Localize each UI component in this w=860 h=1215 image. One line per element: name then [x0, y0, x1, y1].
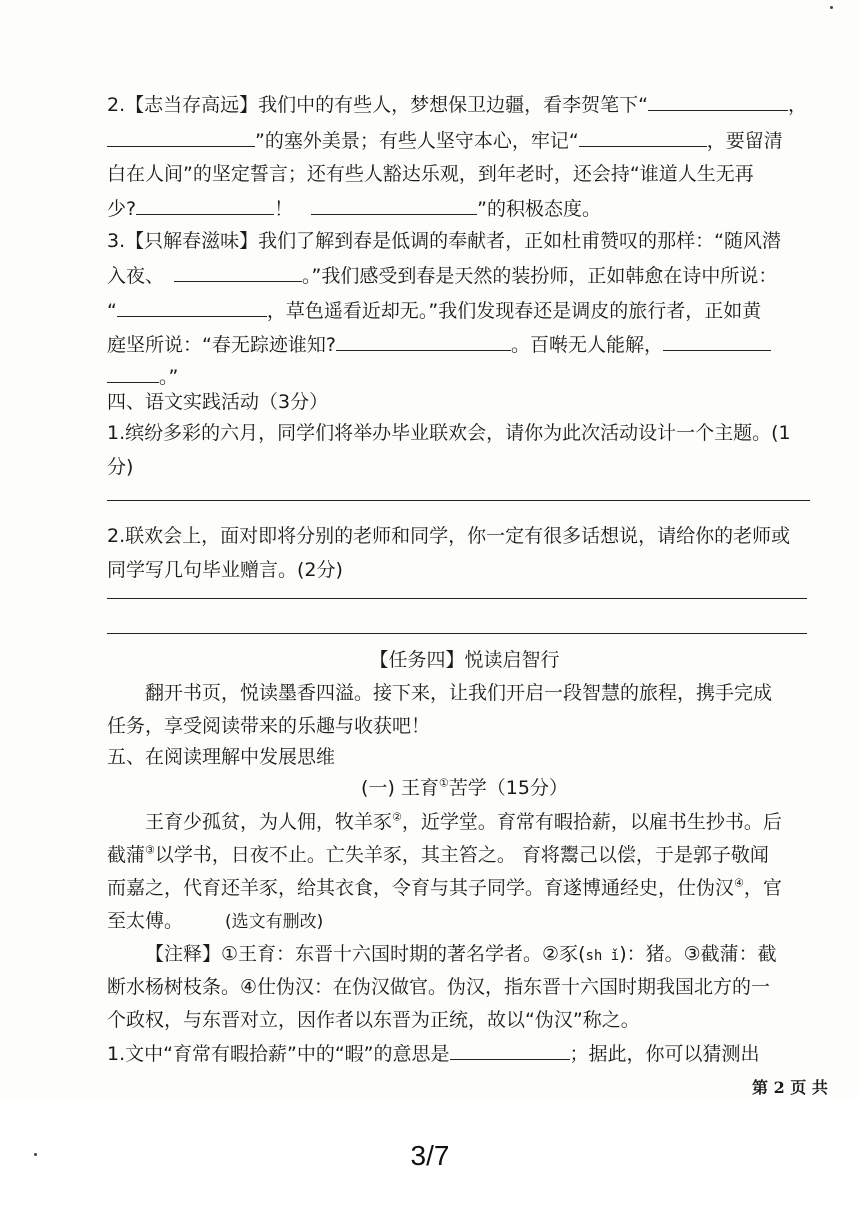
q2-comma: ，: [787, 94, 807, 116]
answer-blank[interactable]: [107, 128, 255, 147]
pinyin: sh ǐ: [585, 948, 620, 964]
answer-line[interactable]: [107, 633, 807, 634]
section-4-heading: 四、语文实践活动（3分）: [107, 391, 329, 413]
passage-text: 王育少孤贫，为人佣，牧羊豕: [145, 811, 393, 833]
sec4-q2-line-2: 同学写几句毕业赠言。(2分): [107, 559, 343, 581]
q2-text-4c: ”的积极态度。: [477, 198, 601, 220]
q2-line-1: [107, 92, 822, 117]
task-4-title: 【任务四】悦读启智行: [369, 649, 560, 671]
answer-line[interactable]: [107, 500, 810, 501]
sec4-q2-line-1: 2.联欢会上，面对即将分别的老师和同学，你一定有很多话想说，请给你的老师或: [107, 525, 791, 547]
sec4-q1-line-2: 分): [107, 456, 134, 478]
page-number: 第 2 页 共: [752, 1078, 828, 1097]
passage-text: 而嘉之，代育还羊豕，给其衣食，令育与其子同学。育遂博通经史，仕伪汉: [107, 877, 735, 899]
passage-text: 以学书，日夜不止。亡失羊豕，其主笞之。 育将鬻己以偿，于是郭子敬闻: [154, 844, 769, 866]
notes-text: )：猪。③截蒲：截: [619, 943, 777, 965]
passage-line-1: [145, 810, 822, 834]
passage-line-4: [107, 909, 822, 934]
answer-blank[interactable]: [311, 196, 477, 215]
q3-line-4: [107, 332, 822, 357]
q3-text-2a: 入夜、: [107, 265, 165, 287]
q2-text-3: 白在人间”的坚定誓言；还有些人豁达乐观，到年老时，还会持“谁道人生无再: [107, 163, 754, 185]
notes-line-3: 个政权，与东晋对立，因作者以东晋为正统，故以“伪汉”称之。: [107, 1009, 640, 1031]
passage-title: [107, 776, 822, 800]
answer-blank[interactable]: [174, 263, 302, 282]
answer-blank[interactable]: [579, 128, 707, 147]
question-text: 1.文中“育常有暇拾薪”中的“暇”的意思是: [107, 1043, 450, 1065]
sec5-q1: [107, 1041, 822, 1066]
q3-line-1: [107, 229, 822, 253]
q3-line-3: [107, 298, 822, 323]
notes-line-1: [145, 942, 822, 968]
q3-text-5: 。”: [159, 366, 179, 388]
passage-text: ，官: [743, 877, 782, 899]
passage-text: 至太傅。: [107, 910, 184, 932]
notes-line-2: 断水杨树枝条。④仕伪汉：在伪汉做官。伪汉，指东晋十六国时期我国北方的一: [107, 976, 771, 998]
section-5-heading: 五、在阅读理解中发展思维: [107, 746, 336, 768]
q3-text-3b: ，草色遥看近却无。”我们发现春还是调皮的旅行者，正如黄: [266, 300, 762, 322]
task4-intro-line-1: 翻开书页，悦读墨香四溢。接下来，让我们开启一段智慧的旅程，携手完成: [145, 682, 773, 704]
sec4-q1-line-1: 1.缤纷多彩的六月，同学们将举办毕业联欢会，请你为此次活动设计一个主题。(1: [107, 422, 791, 444]
q2-line-4: [107, 196, 822, 221]
q2-text-4b: ！: [274, 198, 294, 220]
q2-text-4a: 少?: [107, 198, 137, 220]
passage-title-a: (一) 王育: [361, 777, 439, 799]
q3-text-2b: 。”我们感受到春是天然的装扮师，正如韩愈在诗中所说：: [302, 265, 778, 287]
page-counter: 3/7: [410, 1140, 450, 1171]
passage-line-2: [107, 843, 822, 867]
answer-blank[interactable]: [663, 332, 771, 351]
answer-line[interactable]: [107, 598, 807, 599]
q2-line-3: [107, 162, 822, 186]
question-text: ；据此，你可以猜测出: [569, 1043, 760, 1065]
answer-blank[interactable]: [648, 92, 788, 111]
q2-text-2: ”的塞外美景；有些人坚守本心，牢记“: [255, 130, 579, 152]
source-note: (选文有删改): [225, 912, 324, 932]
q3-line-2: [107, 263, 822, 288]
q2-text-1: 2.【志当存高远】我们中的有些人，梦想保卫边疆，看李贺笔下“: [107, 94, 648, 116]
footnote-mark: ④: [734, 876, 744, 890]
footnote-mark: ②: [392, 810, 402, 824]
answer-blank[interactable]: [336, 332, 511, 351]
passage-text: ，近学堂。育常有暇拾薪，以雇书生抄书。后: [401, 811, 782, 833]
passage-title-b: 苦学（15分）: [448, 777, 568, 799]
passage-text: 截蒲: [107, 844, 146, 866]
footnote-mark: ①: [438, 776, 449, 790]
q2-line-2: [107, 128, 822, 153]
answer-blank[interactable]: [117, 298, 267, 317]
answer-blank[interactable]: [450, 1041, 570, 1060]
q3-text-4b: 。百啭无人能解，: [510, 334, 663, 356]
passage-line-3: [107, 876, 822, 900]
notes-text: 【注释】①王育：东晋十六国时期的著名学者。②豕(: [145, 943, 586, 965]
q3-line-5: [107, 364, 822, 389]
q3-text-4a: 庭坚所说：“春无踪迹谁知?: [107, 334, 336, 356]
footnote-mark: ③: [145, 843, 155, 857]
answer-blank[interactable]: [107, 364, 159, 383]
q3-text-3a: “: [107, 300, 117, 322]
answer-blank[interactable]: [136, 196, 274, 215]
q3-text-1: 3.【只解春滋味】我们了解到春是低调的奉献者，正如杜甫赞叹的那样：“随风潜: [107, 230, 781, 252]
task4-intro-line-2: 任务，享受阅读带来的乐趣与收获吧！: [107, 715, 431, 737]
scan-speck: [830, 6, 833, 9]
q2-text-2-end: ，要留清: [706, 130, 783, 152]
